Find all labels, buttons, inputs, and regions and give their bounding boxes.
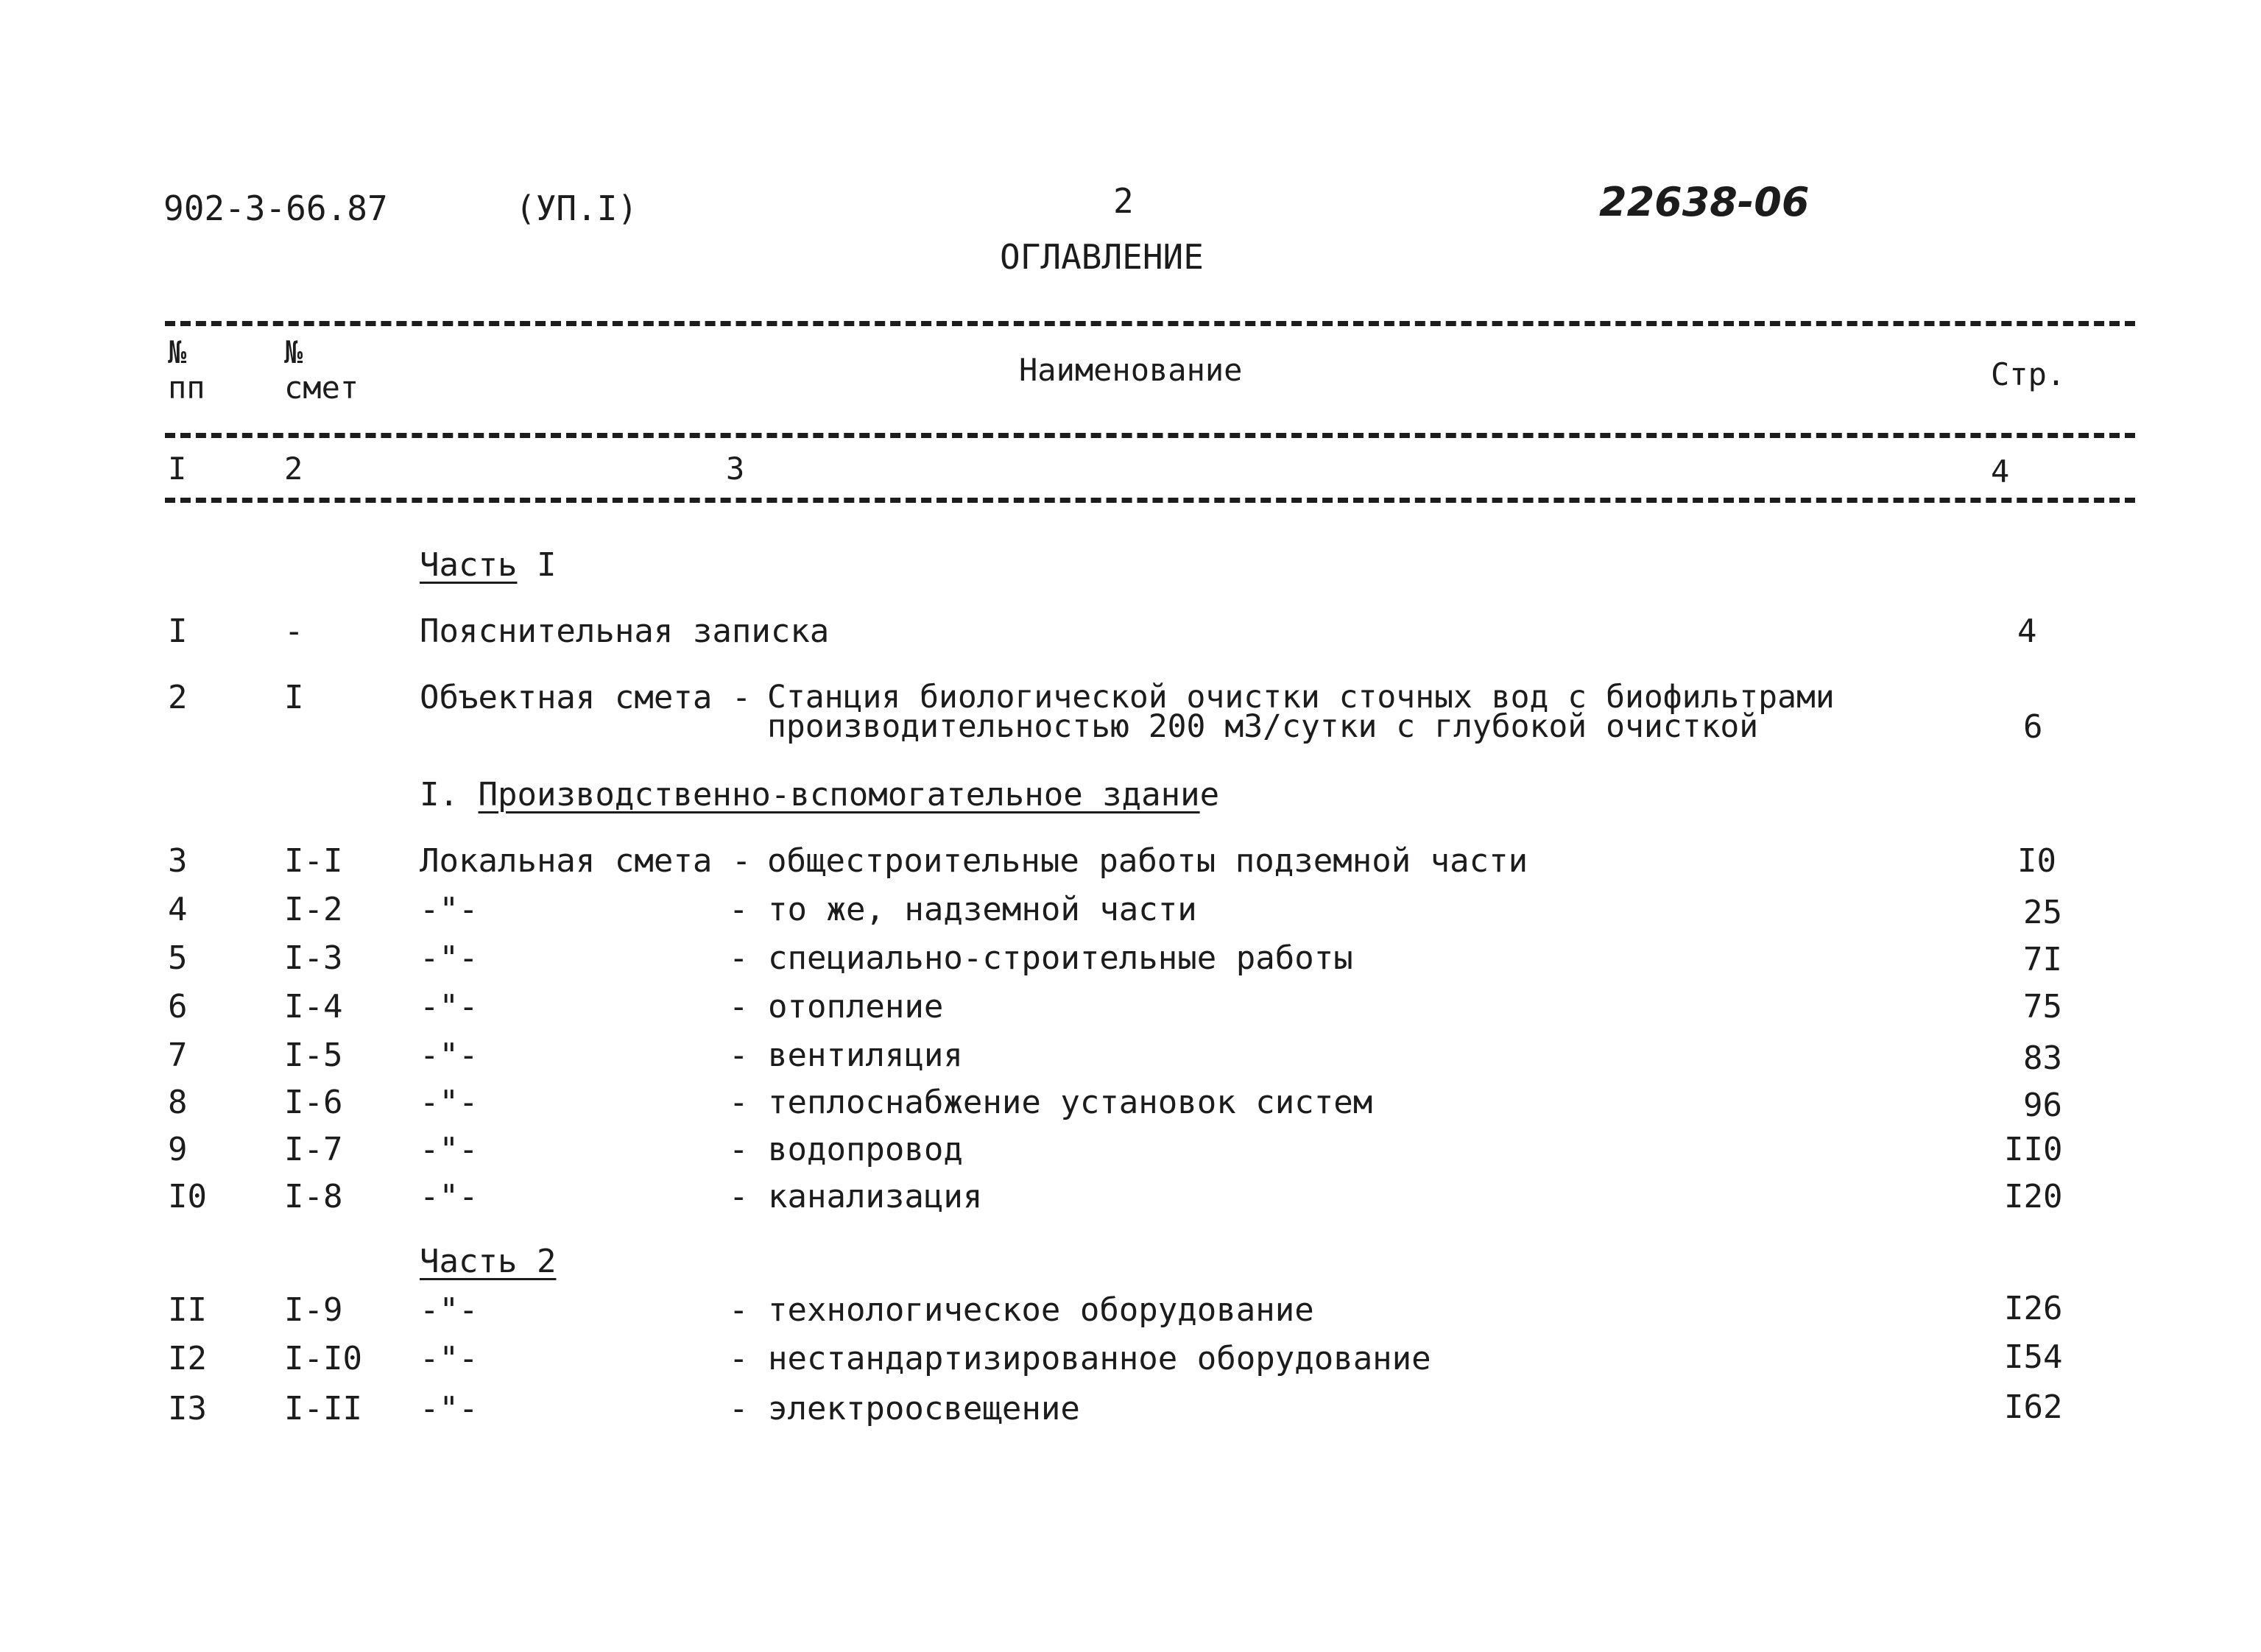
row-7-number: 7 <box>168 1037 188 1074</box>
row-6-page: 75 <box>2023 988 2062 1026</box>
row-1-name: Пояснительная записка <box>420 613 830 650</box>
row-9-number: 9 <box>168 1131 188 1168</box>
row-2-estimate: I <box>284 679 304 716</box>
row-11-estimate: I-9 <box>284 1291 343 1329</box>
row-8-number: 8 <box>168 1084 188 1121</box>
row-10-type: -"- <box>420 1178 479 1215</box>
row-13-estimate: I-II <box>284 1390 362 1427</box>
divider-top <box>165 321 2135 326</box>
row-8-page: 96 <box>2023 1087 2062 1124</box>
row-8-name: - теплоснабжение установок систем <box>729 1084 1373 1121</box>
row-3-number: 3 <box>168 842 188 880</box>
row-6-name: - отопление <box>729 988 944 1026</box>
row-3-estimate: I-I <box>284 842 343 880</box>
row-3-type: Локальная смета - <box>420 842 752 880</box>
row-2-number: 2 <box>168 679 188 716</box>
row-13-name: - электроосвещение <box>729 1390 1080 1427</box>
part-1-heading: Часть I <box>420 546 557 584</box>
row-12-name: - нестандартизированное оборудование <box>729 1340 1431 1377</box>
row-9-estimate: I-7 <box>284 1131 343 1168</box>
row-2-name-line-1: Станция биологической очистки сточных вод с биофильтрами <box>767 679 1835 716</box>
row-6-number: 6 <box>168 988 188 1026</box>
row-8-estimate: I-6 <box>284 1084 343 1121</box>
row-13-number: I3 <box>168 1390 207 1427</box>
row-10-name: - канализация <box>729 1178 983 1215</box>
column-number-3: 3 <box>726 451 745 487</box>
row-11-page: I26 <box>2004 1290 2063 1327</box>
document-number: 22638-06 <box>1599 179 1810 225</box>
row-10-estimate: I-8 <box>284 1178 343 1215</box>
row-4-type: -"- <box>420 891 479 928</box>
column-number-2: 2 <box>284 451 303 487</box>
row-5-page: 7I <box>2023 941 2062 978</box>
row-12-page: I54 <box>2004 1338 2063 1376</box>
row-3-name: общестроительные работы подземной части <box>767 842 1528 880</box>
column-number-1: I <box>168 451 187 487</box>
row-4-name: - то же, надземной части <box>729 891 1197 928</box>
row-9-page: II0 <box>2004 1131 2063 1168</box>
row-1-estimate: - <box>284 613 304 650</box>
row-1-page: 4 <box>2017 613 2037 650</box>
row-11-name: - технологическое оборудование <box>729 1291 1314 1329</box>
row-4-number: 4 <box>168 891 188 928</box>
row-5-number: 5 <box>168 939 188 977</box>
column-name-label: Наименование <box>1019 352 1243 388</box>
row-5-name: - специально-строительные работы <box>729 939 1353 977</box>
column-number-label: пп <box>168 370 205 406</box>
row-11-number: II <box>168 1291 207 1329</box>
row-10-page: I20 <box>2004 1178 2063 1215</box>
row-13-page: I62 <box>2004 1388 2063 1426</box>
row-7-type: -"- <box>420 1037 479 1074</box>
row-6-estimate: I-4 <box>284 988 343 1026</box>
row-5-type: -"- <box>420 939 479 977</box>
row-4-estimate: I-2 <box>284 891 343 928</box>
row-6-type: -"- <box>420 988 479 1026</box>
column-number-4: 4 <box>1991 453 2010 490</box>
row-11-type: -"- <box>420 1291 479 1329</box>
row-9-type: -"- <box>420 1131 479 1168</box>
row-7-estimate: I-5 <box>284 1037 343 1074</box>
column-page-label: Стр. <box>1991 356 2066 392</box>
row-3-page: I0 <box>2017 842 2056 880</box>
section-1-heading: I. Производственно-вспомогательное здание <box>420 776 1220 813</box>
row-1-number: I <box>168 613 188 650</box>
part-2-heading: Часть 2 <box>420 1243 557 1280</box>
row-2-name-line-2: производительностью 200 м3/сутки с глубокой очисткой <box>767 708 1759 745</box>
row-13-type: -"- <box>420 1390 479 1427</box>
row-12-number: I2 <box>168 1340 207 1377</box>
row-9-name: - водопровод <box>729 1131 963 1168</box>
page-title: ОГЛАВЛЕНИЕ <box>1000 237 1204 277</box>
row-12-estimate: I-I0 <box>284 1340 362 1377</box>
row-7-name: - вентиляция <box>729 1037 963 1074</box>
row-4-page: 25 <box>2023 894 2062 931</box>
album-number: (УП.I) <box>515 188 638 228</box>
row-12-type: -"- <box>420 1340 479 1377</box>
page-number: 2 <box>1113 181 1134 221</box>
row-7-page: 83 <box>2023 1039 2062 1077</box>
row-10-number: I0 <box>168 1178 207 1215</box>
row-2-page: 6 <box>2023 708 2043 746</box>
column-number-sign: № <box>168 334 187 370</box>
divider-middle <box>165 433 2135 438</box>
row-8-type: -"- <box>420 1084 479 1121</box>
row-5-estimate: I-3 <box>284 939 343 977</box>
document-code: 902-3-66.87 <box>163 188 388 228</box>
row-2-prefix: Объектная смета - <box>420 679 752 716</box>
column-estimate-sign: № <box>284 334 303 370</box>
divider-bottom <box>165 498 2135 503</box>
column-estimate-label: смет <box>284 370 359 406</box>
